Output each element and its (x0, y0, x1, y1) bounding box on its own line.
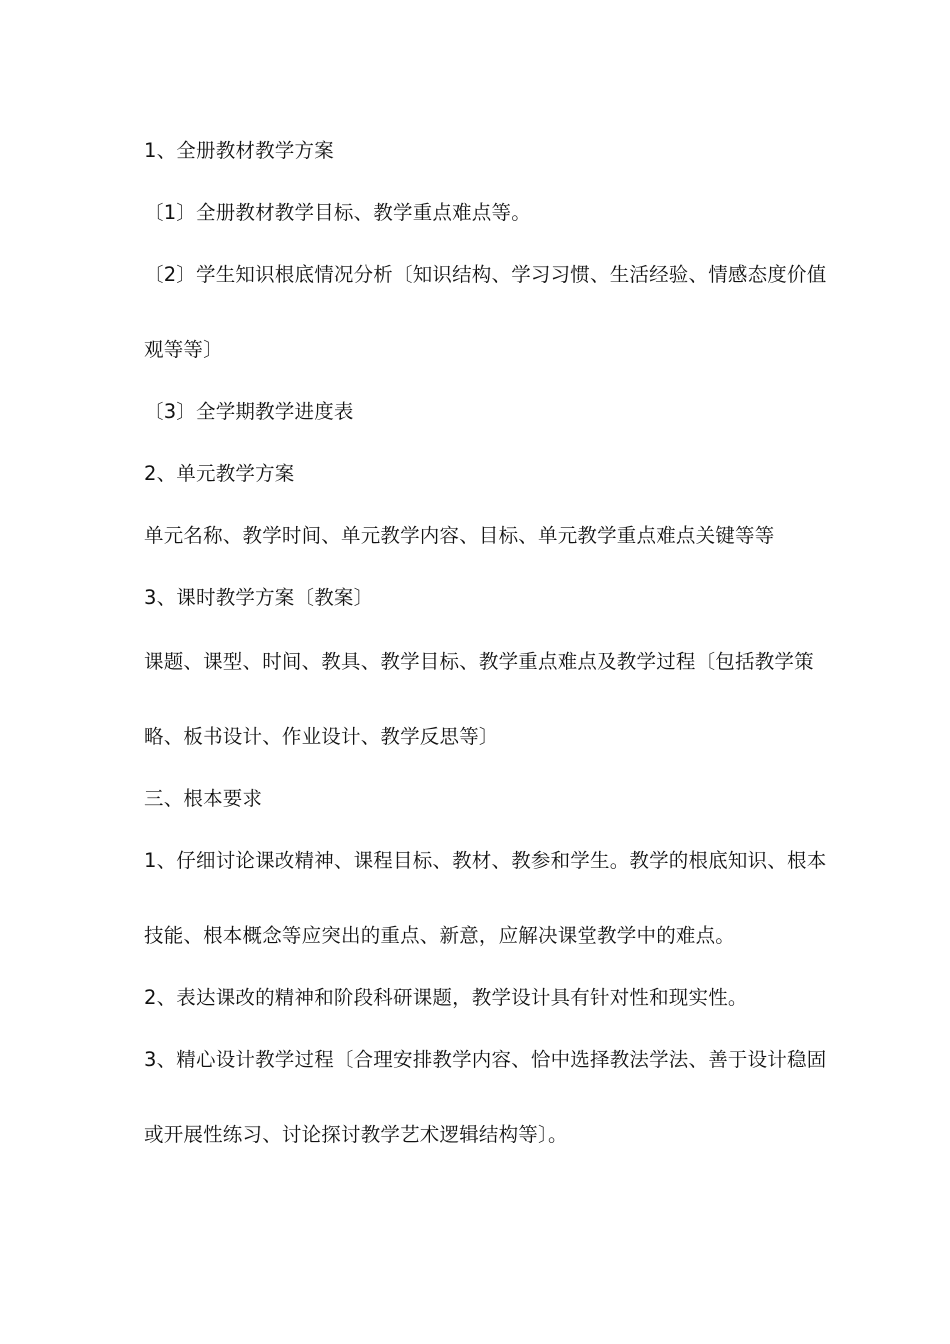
paragraph-line: 〔1〕全册教材教学目标、教学重点难点等。 (144, 201, 531, 224)
paragraph-line: 观等等〕 (144, 338, 223, 361)
heading-unit-plan: 2、单元教学方案 (144, 462, 295, 485)
paragraph-line: 或开展性练习、讨论探讨教学艺术逻辑结构等〕。 (144, 1123, 568, 1146)
paragraph-line: 〔3〕全学期教学进度表 (144, 400, 354, 423)
paragraph-line: 2、表达课改的精神和阶段科研课题，教学设计具有针对性和现实性。 (144, 986, 748, 1009)
heading-lesson-plan: 3、课时教学方案〔教案〕 (144, 586, 374, 609)
paragraph-line: 〔2〕学生知识根底情况分析〔知识结构、学习习惯、生活经验、情感态度价值 (144, 263, 827, 286)
heading-basic-requirements: 三、根本要求 (144, 787, 263, 810)
paragraph-line: 课题、课型、时间、教具、教学目标、教学重点难点及教学过程〔包括教学策 (144, 650, 814, 673)
paragraph-line: 略、板书设计、作业设计、教学反思等〕 (144, 725, 499, 748)
paragraph-line: 单元名称、教学时间、单元教学内容、目标、单元教学重点难点关键等等 (144, 524, 775, 547)
paragraph-line: 1、仔细讨论课改精神、课程目标、教材、教参和学生。教学的根底知识、根本 (144, 849, 827, 872)
paragraph-line: 3、精心设计教学过程〔合理安排教学内容、恰中选择教法学法、善于设计稳固 (144, 1048, 827, 1071)
paragraph-line: 技能、根本概念等应突出的重点、新意，应解决课堂教学中的难点。 (144, 924, 736, 947)
heading-full-book-plan: 1、全册教材教学方案 (144, 139, 334, 162)
